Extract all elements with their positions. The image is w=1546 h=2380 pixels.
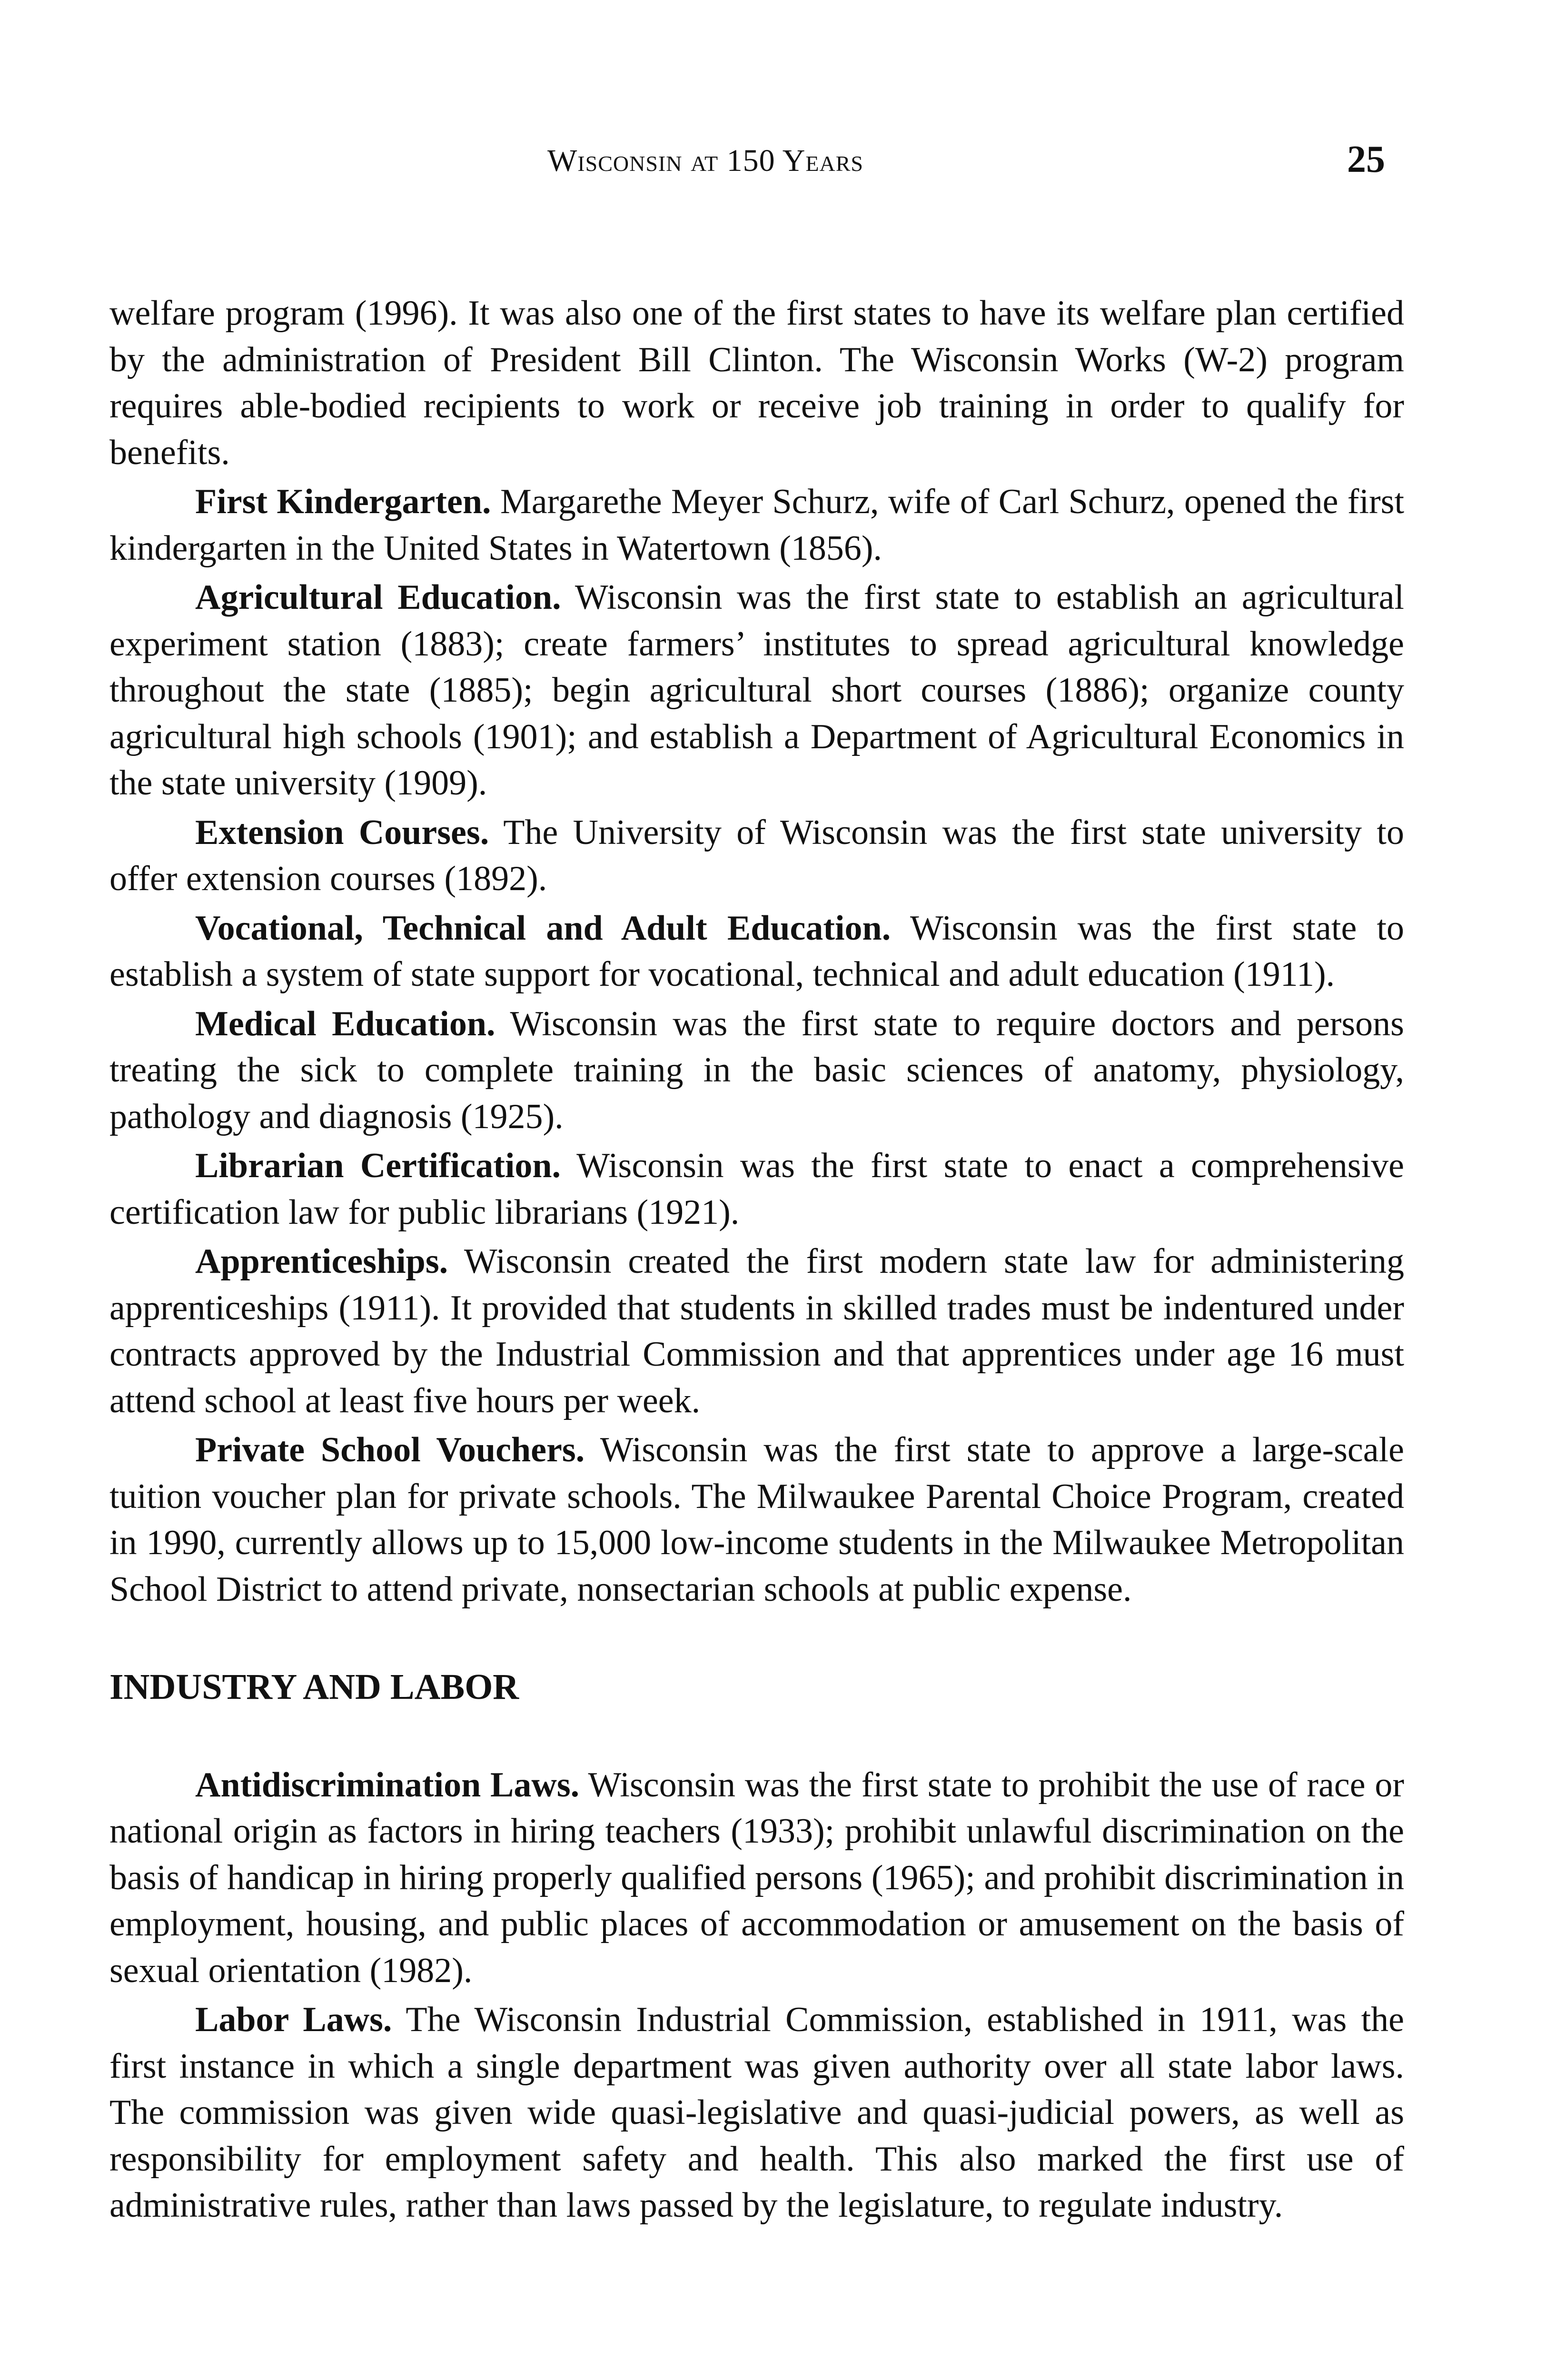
- entry-text: Wisconsin was the first state to require doctors and persons treating the sick to complete training in the basic sciences of anatomy, physiology, pathology and diagnosis (1925).: [109, 1004, 1404, 1136]
- entry-paragraph: [109, 1762, 1404, 1994]
- entry-text: Wisconsin was the first state to establish an agricultural experiment station (1883); create farmers’ institutes to spread agricultural knowledge throughout the state (1885); begin agricultural short courses (1886); organize county agricultural high schools (1901); and establish a Department of Agricultural Economics in the state university (1909).: [109, 578, 1404, 803]
- running-title: Wisconsin at 150 Years: [547, 143, 863, 178]
- entry-paragraph: [109, 1239, 1404, 1424]
- entry-paragraph: [109, 810, 1404, 902]
- entry-text: The University of Wisconsin was the first state university to offer extension courses (1892).: [109, 813, 1404, 898]
- entry-title: Extension Courses.: [195, 813, 489, 852]
- entry-title: Antidiscrimination Laws.: [195, 1765, 580, 1805]
- entry-title: Apprenticeships.: [195, 1242, 448, 1281]
- entry-text: Wisconsin was the first state to approve a large-scale tuition voucher plan for private schools. The Milwaukee Parental Choice Program, created in 1990, currently allows up to 15,000 low-income students in the Milwaukee Metropolitan School District to attend private, nonsectarian schools at public expense.: [109, 1430, 1404, 1609]
- entry-title: First Kindergarten.: [195, 482, 491, 521]
- entry-text: Wisconsin created the first modern state law for administering apprenticeships (1911). It provided that students in skilled trades must be indentured under contracts approved by the Industrial Commission and that apprentices under age 16 must attend school at least five hours per week.: [109, 1242, 1404, 1420]
- section-heading: INDUSTRY AND LABOR: [109, 1667, 519, 1707]
- entry-text: Margarethe Meyer Schurz, wife of Carl Schurz, opened the first kindergarten in the United States in Watertown (1856).: [109, 482, 1405, 568]
- entry-title: Labor Laws.: [195, 2000, 392, 2039]
- entry-paragraph: [109, 1001, 1404, 1140]
- entry-paragraph: [109, 905, 1404, 998]
- entry-title: Librarian Certification.: [195, 1146, 561, 1185]
- entry-paragraph: [109, 1427, 1404, 1613]
- entry-title: Vocational, Technical and Adult Education.: [195, 908, 891, 948]
- entry-paragraph: [109, 1143, 1404, 1236]
- entry-title: Private School Vouchers.: [195, 1430, 585, 1469]
- entry-paragraph: [109, 1997, 1404, 2229]
- entry-title: Medical Education.: [195, 1004, 496, 1043]
- main-text: [109, 290, 1404, 2229]
- entry-paragraph: [109, 575, 1404, 807]
- entry-text: Wisconsin was the first state to establish a system of state support for vocational, technical and adult education (1911).: [109, 908, 1404, 994]
- page-number: 25: [1347, 139, 1385, 180]
- entry-title: Agricultural Education.: [195, 578, 561, 617]
- opening-paragraph: welfare program (1996). It was also one of the first states to have its welfare plan certified by the administration of President Bill Clinton. The Wisconsin Works (W-2) program requires able-bodied recipients to work or receive job training in order to qualify for benefits.: [109, 294, 1404, 472]
- entry-text: The Wisconsin Industrial Commission, established in 1911, was the first instance in which a single department was given authority over all state labor laws. The commission was given wide quasi-legislative and quasi-judicial powers, as well as responsibility for employment safety and health. This also marked the first use of administrative rules, rather than laws passed by the legislature, to regulate industry.: [109, 2000, 1404, 2225]
- entry-text: Wisconsin was the first state to enact a comprehensive certification law for public librarians (1921).: [109, 1146, 1404, 1232]
- entry-text: Wisconsin was the first state to prohibit the use of race or national origin as factors in hiring teachers (1933); prohibit unlawful discrimination on the basis of handicap in hiring properly qualified persons (1965); and prohibit discrimination in employment, housing, and public places of accommodation or amusement on the basis of sexual orientation (1982).: [109, 1765, 1404, 1990]
- entry-paragraph: [109, 479, 1404, 572]
